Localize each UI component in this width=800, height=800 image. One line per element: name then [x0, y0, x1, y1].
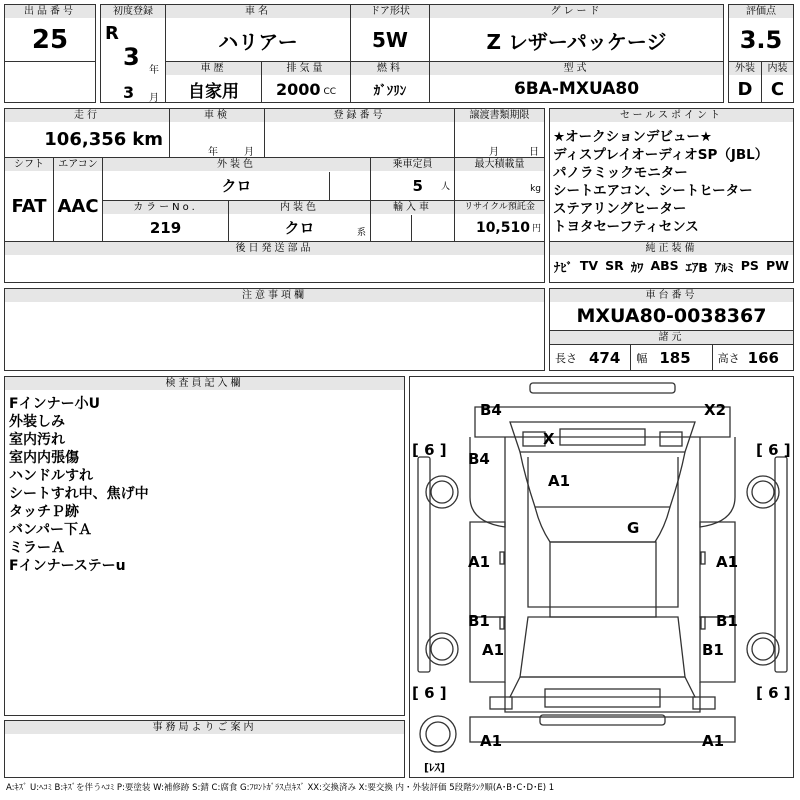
int-color-label: 内装色 [229, 201, 370, 214]
damage-mark-x: X [543, 430, 555, 448]
lot-blank-cell [4, 61, 96, 103]
tire-front-left: [ 6 ] [412, 441, 447, 459]
damage-mark-x2: X2 [704, 401, 727, 419]
year-value: 3 [123, 43, 140, 71]
equipment-item: PW [765, 258, 789, 273]
spare-tire-label: [ﾚｽ] [424, 761, 446, 774]
displacement-unit: CC [323, 87, 337, 97]
month-unit: 月 [149, 93, 159, 103]
recycle-unit: 円 [531, 224, 541, 234]
dims-label: 諸元 [550, 330, 793, 344]
inspector-note: 室内汚れ [9, 432, 65, 448]
capacity-unit: 人 [440, 182, 450, 192]
chassis-cell [549, 288, 794, 371]
tire-front-right: [ 6 ] [756, 441, 791, 459]
equipment-cell [549, 241, 794, 283]
displacement-cell [261, 61, 351, 103]
reg-no-label: 登録番号 [265, 109, 454, 122]
lot-no-label: 出品番号 [5, 5, 95, 18]
score-label: 評価点 [729, 5, 793, 18]
grade-label: グレード [430, 5, 723, 18]
chassis-number: MXUA80-0038367 [576, 305, 767, 327]
first-reg-cell [100, 4, 166, 103]
damage-mark-b1-right: B1 [716, 612, 738, 630]
year-unit: 年 [149, 65, 159, 76]
sales-point: パノラミックモニター [553, 165, 688, 181]
era-value: R [105, 23, 119, 44]
inspector-note: ミラーＡ [9, 540, 65, 556]
grade-cell [429, 4, 724, 62]
inspector-note: ハンドルすれ [9, 468, 93, 484]
color-value: クロ [221, 177, 252, 195]
load-cell [454, 157, 545, 201]
displacement-value: 2000 [275, 79, 321, 99]
tire-rear-left: [ 6 ] [412, 684, 447, 702]
sales-point: ディスプレイオーディオSP（JBL） [553, 147, 769, 163]
capacity-value: 5 [412, 176, 423, 195]
notes-cell [4, 288, 545, 371]
fuel-value: ｶﾞｿﾘﾝ [373, 83, 407, 99]
score-cell [728, 4, 794, 62]
car-outline-svg [410, 377, 794, 778]
exterior-value: D [737, 78, 753, 100]
car-name-cell [165, 4, 351, 62]
sales-points-label: セールスポイント [550, 109, 793, 122]
length-label: 長さ [555, 352, 577, 365]
equipment-item: PS [740, 258, 759, 273]
equipment-item: ｱﾙﾐ [714, 260, 734, 275]
equipment-item: ABS [650, 258, 679, 273]
history-cell [165, 61, 262, 103]
model-label: 型式 [430, 62, 723, 75]
sales-points-cell [549, 108, 794, 242]
tire-rear-right: [ 6 ] [756, 684, 791, 702]
equipment-item: TV [579, 258, 599, 273]
recycle-cell [454, 200, 545, 242]
length-value: 474 [589, 349, 621, 367]
inspector-note: Fインナーステーu [9, 558, 126, 574]
office-label: 事務局よりご案内 [5, 721, 404, 734]
color-no-value: 219 [149, 218, 182, 237]
color-cell [102, 157, 371, 201]
score-value: 3.5 [739, 26, 783, 54]
equipment-label: 純正装備 [550, 242, 793, 255]
later-parts-cell [4, 241, 545, 283]
inspector-note: 外装しみ [9, 414, 65, 430]
ac-value: AAC [57, 195, 99, 217]
inspector-note: シートすれ中、焦げ中 [9, 486, 149, 502]
inspection-label: 車検 [170, 109, 264, 122]
damage-mark-a1-right-door: A1 [716, 553, 739, 571]
damage-mark-b1-left: B1 [468, 612, 490, 630]
fuel-label: 燃料 [351, 62, 429, 75]
notes-label: 注意事項欄 [5, 289, 544, 302]
int-color-value: クロ [284, 219, 315, 237]
interior-cell [761, 61, 794, 103]
shift-value: FAT [11, 195, 47, 217]
ac-label: エアコン [54, 158, 102, 171]
mileage-value: 106,356 [44, 128, 127, 150]
transfer-month-unit: 月 [489, 147, 499, 158]
legend-text: A:ｷｽﾞ U:ﾍｺﾐ B:ｷｽﾞを伴うﾍｺﾐ P:要塗装 W:補修跡 S:錆 C:腐食 G:ﾌﾛﾝﾄｶﾞﾗｽ点ｷｽﾞ XX:交換済み X:要交換 内・外装評価 5段階ﾗﾝｸ順(A･B･C･D･E) 1 [6, 783, 555, 793]
inspector-note: バンパー下Ａ [9, 522, 93, 538]
load-label: 最大積載量 [455, 158, 544, 171]
lot-no-value: 25 [31, 25, 69, 55]
car-name-label: 車名 [166, 5, 350, 18]
exterior-cell [728, 61, 762, 103]
import-label: 輸入車 [371, 201, 454, 214]
damage-mark-a1-left-door: A1 [468, 553, 491, 571]
height-label: 高さ [717, 352, 740, 365]
car-diagram [409, 376, 794, 778]
color-no-label: カラーNo. [103, 201, 228, 214]
exterior-label: 外装 [729, 62, 761, 75]
reg-no-cell [264, 108, 455, 158]
damage-mark-g: G [627, 519, 640, 537]
lot-no-cell [4, 4, 96, 62]
transfer-day-unit: 日 [529, 147, 539, 158]
fuel-cell [350, 61, 430, 103]
equipment-item: ｶﾜ [630, 260, 644, 275]
office-cell [4, 720, 405, 778]
int-color-cell [228, 200, 371, 242]
model-value: 6BA-MXUA80 [513, 79, 640, 99]
damage-mark-a1-windshield: A1 [548, 472, 571, 490]
transfer-label: 譲渡書類期限 [455, 109, 544, 122]
interior-value: C [770, 78, 785, 100]
inspector-cell [4, 376, 405, 716]
width-value: 185 [659, 349, 691, 367]
capacity-label: 乗車定員 [371, 158, 454, 171]
capacity-cell [370, 157, 455, 201]
inspector-label: 検査員記入欄 [5, 377, 404, 390]
load-unit: kg [530, 184, 541, 194]
color-no-cell [102, 200, 229, 242]
ac-cell [53, 157, 103, 242]
color-label: 外装色 [103, 158, 370, 171]
import-cell [370, 200, 455, 242]
door-label: ドア形状 [351, 5, 429, 18]
inspector-note: Fインナー小U [9, 396, 100, 412]
first-reg-label: 初度登録 [101, 5, 165, 18]
grade-value: Z レザーパッケージ [486, 29, 667, 54]
displacement-label: 排気量 [262, 62, 350, 75]
equipment-item: ｴｱB [685, 260, 708, 275]
recycle-value: 10,510 [475, 219, 530, 236]
chassis-label: 車台番号 [550, 289, 793, 302]
sales-point: トヨタセーフティセンス [553, 219, 699, 235]
mileage-unit: km [132, 128, 163, 150]
model-cell [429, 61, 724, 103]
int-color-unit: 系 [356, 228, 366, 238]
door-cell [350, 4, 430, 62]
sales-point: シートエアコン、シートヒーター [553, 183, 753, 199]
width-label: 幅 [636, 352, 648, 365]
insp-year-unit: 年 [208, 147, 218, 158]
sales-point: ステアリングヒーター [553, 201, 687, 217]
mileage-label: 走行 [5, 109, 169, 122]
month-value: 3 [123, 83, 135, 102]
history-label: 車歴 [166, 62, 261, 75]
door-value: 5W [372, 28, 408, 52]
damage-mark-a1-left-rear: A1 [482, 641, 505, 659]
sales-point: ★オークションデビュー★ [553, 129, 712, 145]
recycle-label: リサイクル預託金 [455, 201, 544, 214]
transfer-cell [454, 108, 545, 158]
insp-month-unit: 月 [244, 147, 254, 158]
equipment-item: ﾅﾋﾞ [554, 260, 573, 275]
damage-mark-b4-hood: B4 [468, 450, 490, 468]
interior-label: 内装 [762, 62, 793, 75]
inspection-cell [169, 108, 265, 158]
later-parts-label: 後日発送部品 [5, 242, 544, 255]
damage-mark-a1-bottom-left: A1 [480, 732, 503, 750]
car-name-value: ハリアー [218, 29, 298, 54]
inspector-note: タッチＰ跡 [9, 504, 79, 520]
history-value: 自家用 [188, 81, 239, 102]
mileage-cell [4, 108, 170, 158]
inspector-note: 室内内張傷 [9, 450, 79, 466]
equipment-item: SR [605, 258, 624, 273]
damage-mark-b4-top: B4 [480, 401, 502, 419]
shift-label: シフト [5, 158, 53, 171]
damage-mark-b1-right-rear: B1 [702, 641, 724, 659]
height-value: 166 [747, 349, 779, 367]
damage-mark-a1-bottom-right: A1 [702, 732, 725, 750]
shift-cell [4, 157, 54, 242]
